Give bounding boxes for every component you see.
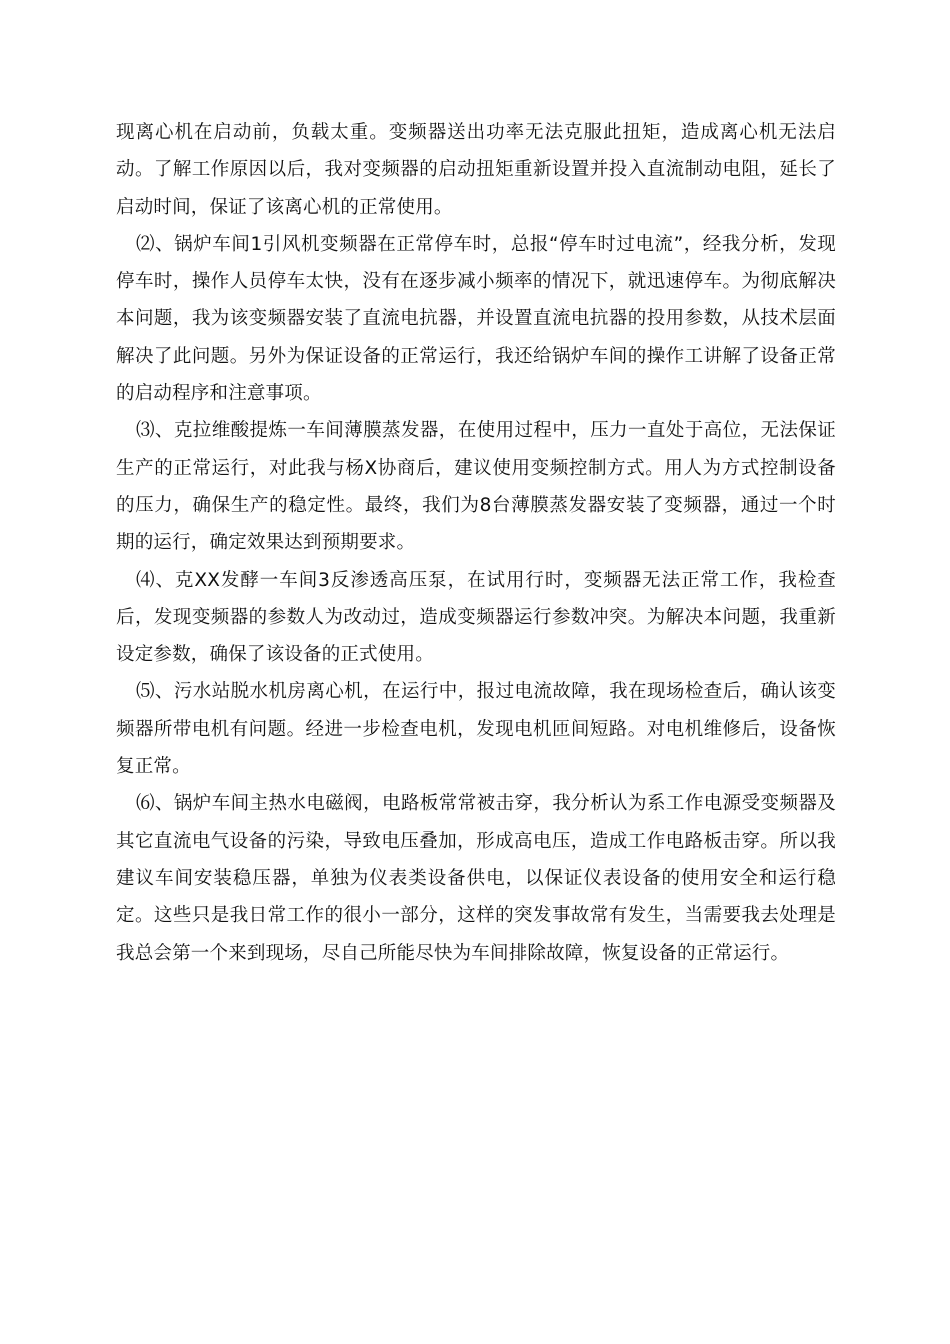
paragraph-item-2: ⑵、锅炉车间1引风机变频器在正常停车时，总报“停车时过电流”，经我分析，发现停车时，操作人员停车太快，没有在逐步减小频率的情况下，就迅速停车。为彻底解决本问题，我为该变频器安装了直流电抗器，并设置直流电抗器的投用参数，从技术层面解决了此问题。另外为保证设备的正常运行，我还给锅炉车间的操作工讲解了设备正常的启动程序和注意事项。	[116, 233, 836, 405]
paragraph-item-5: ⑸、污水站脱水机房离心机，在运行中，报过电流故障，我在现场检查后，确认该变频器所带电机有问题。经进一步检查电机，发现电机匝间短路。对电机维修后，设备恢复正常。	[116, 681, 836, 778]
paragraph-continuation: 现离心机在启动前，负载太重。变频器送出功率无法克服此扭矩，造成离心机无法启动。了解工作原因以后，我对变频器的启动扭矩重新设置并投入直流制动电阻，延长了启动时间，保证了该离心机的正常使用。	[116, 122, 836, 218]
document-page	[116, 114, 836, 972]
paragraph-item-6: ⑹、锅炉车间主热水电磁阀，电路板常常被击穿，我分析认为系工作电源受变频器及其它直流电气设备的污染，导致电压叠加，形成高电压，造成工作电路板击穿。所以我建议车间安装稳压器，单独为仪表类设备供电，以保证仪表设备的使用安全和运行稳定。这些只是我日常工作的很小一部分，这样的突发事故常有发生，当需要我去处理是我总会第一个来到现场，尽自己所能尽快为车间排除故障，恢复设备的正常运行。	[116, 793, 836, 964]
paragraph-item-4: ⑷、克XX发酵一车间3反渗透高压泵，在试用行时，变频器无法正常工作，我检查后，发现变频器的参数人为改动过，造成变频器运行参数冲突。为解决本问题，我重新设定参数，确保了该设备的正式使用。	[116, 569, 836, 666]
paragraph-item-3: ⑶、克拉维酸提炼一车间薄膜蒸发器，在使用过程中，压力一直处于高位，无法保证生产的正常运行，对此我与杨X协商后，建议使用变频控制方式。用人为方式控制设备的压力，确保生产的稳定性。最终，我们为8台薄膜蒸发器安装了变频器，通过一个时期的运行，确定效果达到预期要求。	[116, 420, 836, 554]
